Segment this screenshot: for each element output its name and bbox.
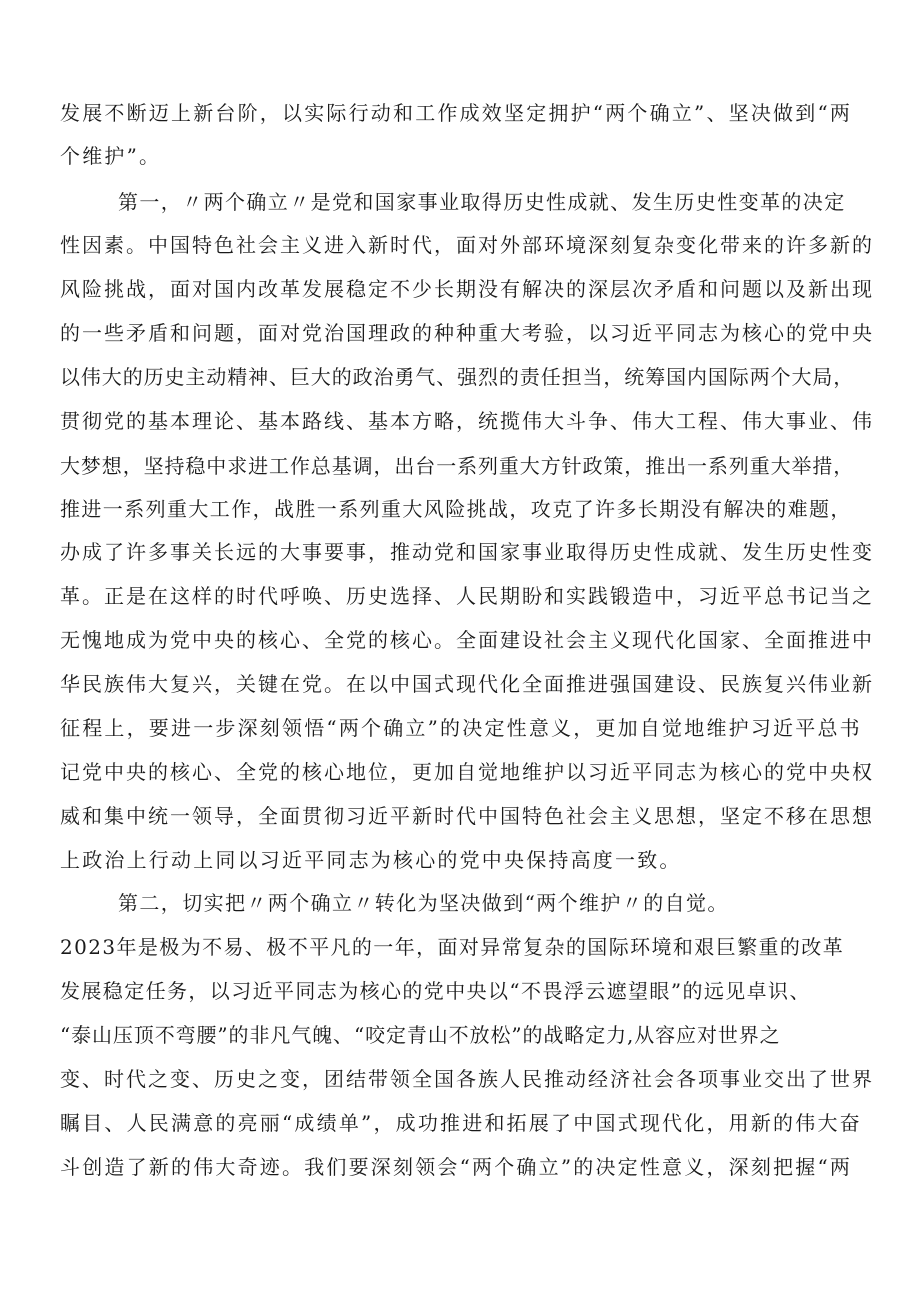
text-line: 无愧地成为党中央的核心、全党的核心。全面建设社会主义现代化国家、全面推进中 bbox=[60, 628, 874, 652]
text-line: 上政治上行动上同以习近平同志为核心的党中央保持高度一致。 bbox=[60, 848, 682, 872]
paragraph-2-start: 第二，切实把〃两个确立〃转化为坚决做到“两个维护〃的自觉。 bbox=[118, 891, 729, 915]
text-line: 威和集中统一领导，全面贯彻习近平新时代中国特色社会主义思想，坚定不移在思想 bbox=[60, 804, 874, 828]
text-line: 办成了许多事关长远的大事要事，推动党和国家事业取得历史性成就、发生历史性变 bbox=[60, 540, 874, 564]
text-line: 发展不断迈上新台阶，以实际行动和工作成效坚定拥护“两个确立”、坚决做到“两 bbox=[60, 101, 853, 125]
text-line: 斗创造了新的伟大奇迹。我们要深刻领会“两个确立”的决定性意义，深刻把握“两 bbox=[60, 1155, 853, 1179]
text-line: 推进一系列重大工作，战胜一系列重大风险挑战，攻克了许多长期没有解决的难题， bbox=[60, 497, 852, 521]
text-line: 2023年是极为不易、极不平凡的一年，面对异常复杂的国际环境和艰巨繁重的改革 bbox=[60, 935, 845, 959]
text-line: 变、时代之变、历史之变，团结带领全国各族人民推动经济社会各项事业交出了世界 bbox=[60, 1067, 874, 1091]
text-line: 瞩目、人民满意的亮丽“成绩单”，成功推进和拓展了中国式现代化，用新的伟大奋 bbox=[60, 1111, 862, 1135]
text-line: 性因素。中国特色社会主义进入新时代，面对外部环境深刻复杂变化带来的许多新的 bbox=[60, 233, 874, 257]
text-line: 征程上，要进一步深刻领悟“两个确立”的决定性意义，更加自觉地维护习近平总书 bbox=[60, 716, 862, 740]
text-line: 华民族伟大复兴，关键在党。在以中国式现代化全面推进强国建设、民族复兴伟业新 bbox=[60, 672, 874, 696]
text-line: 以伟大的历史主动精神、巨大的政治勇气、强烈的责任担当，统筹国内国际两个大局， bbox=[60, 365, 855, 389]
text-line: 大梦想，坚持稳中求进工作总基调，出台一系列重大方针政策，推出一系列重大举措， bbox=[60, 454, 855, 478]
text-line: 的一些矛盾和问题，面对党治国理政的种种重大考验，以习近平同志为核心的党中央 bbox=[60, 321, 874, 345]
text-line: 个维护”。 bbox=[60, 144, 162, 168]
text-line: 发展稳定任务，以习近平同志为核心的党中央以“不畏浮云遮望眼”的远见卓识、 bbox=[60, 979, 811, 1003]
text-line: 贯彻党的基本理论、基本路线、基本方略，统揽伟大斗争、伟大工程、伟大事业、伟 bbox=[60, 409, 874, 433]
paragraph-1-start: 第一，〃两个确立〃是党和国家事业取得历史性成就、发生历史性变革的决定 bbox=[118, 190, 846, 214]
text-line: 革。正是在这样的时代呼唤、历史选择、人民期盼和实践锻造中，习近平总书记当之 bbox=[60, 584, 874, 608]
text-line: “泰山压顶不弯腰”的非凡气魄、“咬定青山不放松”的战略定力,从容应对世界之 bbox=[60, 1023, 781, 1047]
text-line: 记党中央的核心、全党的核心地位，更加自觉地维护以习近平同志为核心的党中央权 bbox=[60, 760, 874, 784]
text-line: 风险挑战，面对国内改革发展稳定不少长期没有解决的深层次矛盾和问题以及新出现 bbox=[60, 277, 874, 301]
